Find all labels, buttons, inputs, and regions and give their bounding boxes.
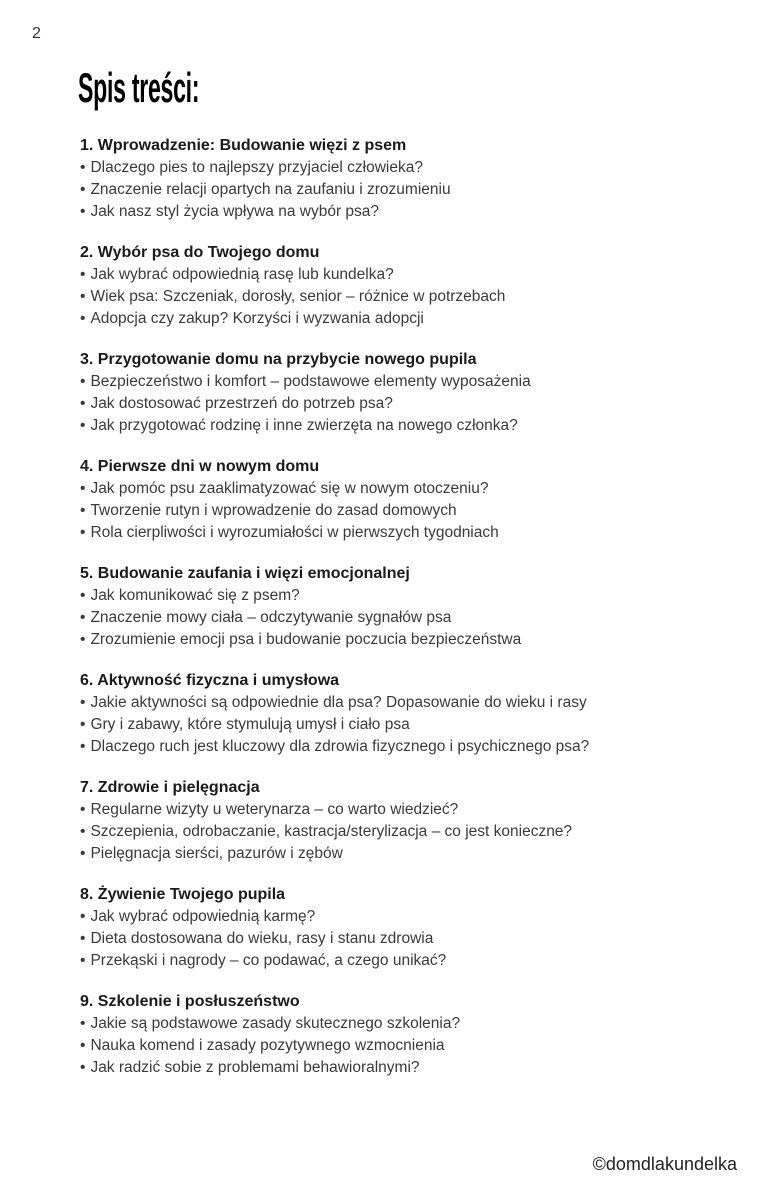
toc-item	[80, 371, 728, 393]
toc-section-heading: 8. Żywienie Twojego pupila	[80, 886, 286, 903]
toc-section-heading: 9. Szkolenie i posłuszeństwo	[80, 993, 300, 1010]
toc-item	[80, 692, 728, 714]
page-number: 2	[32, 25, 41, 42]
toc-item	[80, 179, 728, 201]
toc-item	[80, 500, 728, 522]
toc-section-9	[80, 991, 728, 1079]
toc-item-text: Jakie są podstawowe zasady skutecznego szkolenia?	[90, 1015, 461, 1032]
toc-item-text: Jak radzić sobie z problemami behawioralnymi?	[90, 1059, 420, 1076]
toc-section-8	[80, 884, 728, 972]
toc-item	[80, 736, 728, 758]
toc-item-text: Tworzenie rutyn i wprowadzenie do zasad domowych	[90, 502, 457, 519]
toc-item	[80, 415, 728, 437]
toc-item	[80, 950, 728, 972]
toc-section-heading: 3. Przygotowanie domu na przybycie nowego pupila	[80, 351, 477, 368]
toc-item-text: Nauka komend i zasady pozytywnego wzmocnienia	[90, 1037, 445, 1054]
table-of-contents	[80, 135, 728, 1098]
toc-item	[80, 1057, 728, 1079]
toc-item	[80, 1035, 728, 1057]
bullet-icon: •	[80, 181, 86, 198]
toc-section-7	[80, 777, 728, 865]
toc-item-text: Regularne wizyty u weterynarza – co warto wiedzieć?	[90, 801, 459, 818]
toc-section-heading: 5. Budowanie zaufania i więzi emocjonalnej	[80, 565, 410, 582]
toc-item-text: Jak wybrać odpowiednią karmę?	[90, 908, 316, 925]
bullet-icon: •	[80, 738, 86, 755]
toc-item-text: Zrozumienie emocji psa i budowanie poczucia bezpieczeństwa	[90, 631, 522, 648]
bullet-icon: •	[80, 631, 86, 648]
toc-item-text: Jak dostosować przestrzeń do potrzeb psa?	[90, 395, 393, 412]
toc-item-text: Rola cierpliwości i wyrozumiałości w pierwszych tygodniach	[90, 524, 499, 541]
toc-item	[80, 906, 728, 928]
bullet-icon: •	[80, 502, 86, 519]
toc-item	[80, 201, 728, 223]
bullet-icon: •	[80, 480, 86, 497]
bullet-icon: •	[80, 1037, 86, 1054]
toc-section-1	[80, 135, 728, 223]
toc-item-text: Przekąski i nagrody – co podawać, a czego unikać?	[90, 952, 447, 969]
toc-section-heading: 1. Wprowadzenie: Budowanie więzi z psem	[80, 137, 407, 154]
bullet-icon: •	[80, 417, 86, 434]
toc-item-text: Dlaczego pies to najlepszy przyjaciel człowieka?	[90, 159, 423, 176]
toc-item-text: Szczepienia, odrobaczanie, kastracja/sterylizacja – co jest konieczne?	[90, 823, 573, 840]
toc-item	[80, 308, 728, 330]
toc-section-heading: 4. Pierwsze dni w nowym domu	[80, 458, 320, 475]
toc-item	[80, 393, 728, 415]
toc-section-heading: 6. Aktywność fizyczna i umysłowa	[80, 672, 340, 689]
bullet-icon: •	[80, 524, 86, 541]
toc-item	[80, 607, 728, 629]
bullet-icon: •	[80, 373, 86, 390]
toc-item	[80, 157, 728, 179]
toc-item-text: Jak wybrać odpowiednią rasę lub kundelka?	[90, 266, 394, 283]
toc-section-6	[80, 670, 728, 758]
toc-item	[80, 264, 728, 286]
toc-item	[80, 799, 728, 821]
bullet-icon: •	[80, 801, 86, 818]
toc-item	[80, 714, 728, 736]
toc-item-text: Adopcja czy zakup? Korzyści i wyzwania adopcji	[90, 310, 424, 327]
bullet-icon: •	[80, 694, 86, 711]
toc-item	[80, 843, 728, 865]
bullet-icon: •	[80, 823, 86, 840]
page-title: Spis treści:	[78, 64, 200, 111]
toc-item	[80, 478, 728, 500]
bullet-icon: •	[80, 1059, 86, 1076]
toc-item	[80, 821, 728, 843]
toc-item-text: Bezpieczeństwo i komfort – podstawowe elementy wyposażenia	[90, 373, 531, 390]
bullet-icon: •	[80, 952, 86, 969]
toc-section-heading: 2. Wybór psa do Twojego domu	[80, 244, 320, 261]
toc-item-text: Znaczenie mowy ciała – odczytywanie sygnałów psa	[90, 609, 452, 626]
toc-section-4	[80, 456, 728, 544]
toc-item-text: Dieta dostosowana do wieku, rasy i stanu zdrowia	[90, 930, 434, 947]
toc-section-2	[80, 242, 728, 330]
bullet-icon: •	[80, 845, 86, 862]
toc-item	[80, 928, 728, 950]
footer-credit: ©domdlakundelka	[592, 1154, 737, 1174]
toc-section-3	[80, 349, 728, 437]
toc-item-text: Jak komunikować się z psem?	[90, 587, 300, 604]
toc-item-text: Jak nasz styl życia wpływa na wybór psa?	[90, 203, 380, 220]
toc-section-heading: 7. Zdrowie i pielęgnacja	[80, 779, 260, 796]
toc-item-text: Wiek psa: Szczeniak, dorosły, senior – różnice w potrzebach	[90, 288, 506, 305]
toc-item-text: Jak przygotować rodzinę i inne zwierzęta na nowego członka?	[90, 417, 518, 434]
bullet-icon: •	[80, 266, 86, 283]
bullet-icon: •	[80, 930, 86, 947]
bullet-icon: •	[80, 587, 86, 604]
bullet-icon: •	[80, 310, 86, 327]
toc-section-5	[80, 563, 728, 651]
toc-item-text: Gry i zabawy, które stymulują umysł i ciało psa	[90, 716, 410, 733]
bullet-icon: •	[80, 716, 86, 733]
toc-item-text: Jakie aktywności są odpowiednie dla psa? Dopasowanie do wieku i rasy	[90, 694, 587, 711]
bullet-icon: •	[80, 395, 86, 412]
bullet-icon: •	[80, 159, 86, 176]
bullet-icon: •	[80, 1015, 86, 1032]
toc-item	[80, 585, 728, 607]
toc-item-text: Znaczenie relacji opartych na zaufaniu i zrozumieniu	[90, 181, 451, 198]
toc-item	[80, 629, 728, 651]
bullet-icon: •	[80, 908, 86, 925]
toc-item	[80, 1013, 728, 1035]
bullet-icon: •	[80, 203, 86, 220]
toc-item-text: Pielęgnacja sierści, pazurów i zębów	[90, 845, 343, 862]
toc-item	[80, 522, 728, 544]
bullet-icon: •	[80, 609, 86, 626]
toc-item	[80, 286, 728, 308]
bullet-icon: •	[80, 288, 86, 305]
toc-item-text: Jak pomóc psu zaaklimatyzować się w nowym otoczeniu?	[90, 480, 489, 497]
toc-item-text: Dlaczego ruch jest kluczowy dla zdrowia fizycznego i psychicznego psa?	[90, 738, 590, 755]
